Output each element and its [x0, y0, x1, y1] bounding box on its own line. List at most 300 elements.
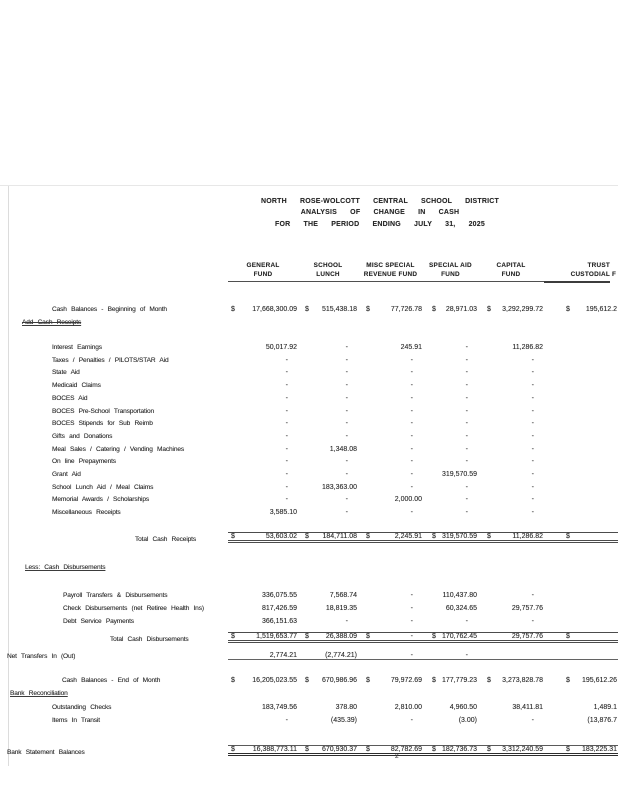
- currency-symbol: $: [366, 745, 370, 753]
- currency-symbol: $: [487, 533, 491, 540]
- amount: 184,711.08: [322, 533, 357, 540]
- cell-capital: [478, 382, 544, 389]
- cell-misc-special-revenue: [358, 632, 423, 643]
- amount: 3,273,828.78: [502, 677, 543, 685]
- empty-value-dash: -: [531, 394, 534, 402]
- amount: 7,568.74: [329, 592, 357, 600]
- cell-general-fund: [228, 446, 298, 453]
- amount: 11,286.82: [512, 533, 543, 540]
- empty-value-dash: -: [465, 496, 468, 504]
- amount: 195,612.26: [581, 677, 617, 685]
- scan-edge-line-horizontal: [0, 185, 618, 186]
- empty-value-dash: -: [285, 470, 288, 478]
- cell-capital: [478, 532, 544, 543]
- amount: 2,245.91: [394, 533, 422, 540]
- cell-general-fund: [228, 395, 298, 402]
- empty-value-dash: -: [410, 432, 413, 440]
- table-row-school-lunch-aid-meal-claims: [0, 478, 618, 491]
- cell-general-fund: [228, 408, 298, 415]
- empty-value-dash: -: [410, 407, 413, 415]
- cell-general-fund: [228, 420, 298, 427]
- cell-general-fund: [228, 704, 298, 711]
- amount: 366,151.63: [261, 617, 297, 625]
- amount: 183,749.56: [261, 703, 297, 711]
- cell-school-lunch: [298, 717, 358, 724]
- cell-school-lunch: [298, 408, 358, 415]
- empty-value-dash: -: [410, 509, 413, 516]
- amount: 319,570.59: [441, 470, 477, 478]
- currency-symbol: $: [231, 533, 235, 540]
- row-label: Bank Statement Balances: [7, 748, 85, 756]
- currency-symbol: $: [487, 677, 491, 685]
- cell-school-lunch: [298, 652, 358, 660]
- cell-school-lunch: [298, 420, 358, 427]
- cell-general-fund: [228, 717, 298, 724]
- row-label: State Aid: [52, 369, 80, 377]
- cell-trust-custodial: [544, 717, 618, 724]
- empty-value-dash: -: [410, 394, 413, 402]
- currency-symbol: $: [305, 533, 309, 540]
- cell-capital: [478, 677, 544, 684]
- amount: 29,757.76: [511, 632, 543, 640]
- amount: 2,774.21: [269, 651, 297, 659]
- cell-trust-custodial: [544, 704, 618, 711]
- row-label: BOCES Aid: [52, 394, 88, 402]
- cell-capital: [478, 618, 544, 625]
- row-label: School Lunch Aid / Meal Claims: [52, 483, 154, 491]
- amount: (13,876.7: [587, 716, 617, 724]
- cell-capital: [478, 632, 544, 643]
- cell-special-aid: [423, 446, 478, 453]
- cell-misc-special-revenue: [358, 344, 423, 351]
- amount: 77,726.78: [390, 305, 422, 313]
- empty-value-dash: -: [410, 651, 413, 659]
- cell-misc-special-revenue: [358, 605, 423, 612]
- cell-trust-custodial: [544, 659, 618, 660]
- cell-special-aid: [423, 496, 478, 503]
- row-label: Cash Balances - End of Month: [62, 677, 161, 685]
- cell-special-aid: [423, 652, 478, 660]
- cell-school-lunch: [298, 357, 358, 364]
- cell-general-fund: [228, 382, 298, 389]
- cell-school-lunch: [298, 306, 358, 313]
- cell-special-aid: [423, 745, 478, 756]
- cell-school-lunch: [298, 382, 358, 389]
- amount: 3,292,299.72: [502, 305, 543, 313]
- cell-special-aid: [423, 369, 478, 376]
- currency-symbol: $: [305, 745, 309, 753]
- cell-school-lunch: [298, 632, 358, 643]
- cell-school-lunch: [298, 745, 358, 756]
- table-row-medicaid-claims: [0, 376, 618, 389]
- cell-misc-special-revenue: [358, 484, 423, 491]
- cell-school-lunch: [298, 458, 358, 465]
- empty-value-dash: -: [410, 369, 413, 377]
- amount: 1,489.1: [593, 703, 617, 711]
- empty-value-dash: -: [531, 382, 534, 390]
- column-header-trust-custodial: [544, 262, 618, 283]
- table-row-cash-balances-beginning: [0, 300, 618, 313]
- row-label: Taxes / Penalties / PILOTS/STAR Aid: [52, 356, 169, 364]
- currency-symbol: $: [566, 305, 570, 313]
- empty-value-dash: -: [345, 382, 348, 390]
- cell-misc-special-revenue: [358, 395, 423, 402]
- currency-symbol: $: [366, 632, 370, 640]
- cell-capital: [478, 446, 544, 453]
- cell-misc-special-revenue: [358, 458, 423, 465]
- table-row-debt-service-payments: [0, 612, 618, 625]
- empty-value-dash: -: [465, 344, 468, 352]
- cell-capital: [478, 306, 544, 313]
- cell-special-aid: [423, 458, 478, 465]
- empty-value-dash: -: [410, 483, 413, 491]
- cell-capital: [478, 357, 544, 364]
- cell-special-aid: [423, 408, 478, 415]
- column-headers: [0, 262, 618, 283]
- table-row-items-in-transit: [0, 711, 618, 724]
- amount: 183,363.00: [321, 483, 357, 491]
- amount: 79,972.69: [390, 677, 422, 685]
- currency-symbol: $: [566, 533, 570, 540]
- column-header-line1: MISC SPECIAL: [366, 262, 415, 269]
- amount: 110,437.80: [442, 592, 477, 600]
- cell-general-fund: [228, 632, 298, 643]
- row-label: Items In Transit: [52, 716, 100, 724]
- table-row-grant-aid: [0, 465, 618, 478]
- column-header-underline: [358, 281, 423, 282]
- column-header-misc-special-revenue: [358, 262, 423, 283]
- amount: 319,570.59: [441, 533, 477, 540]
- empty-value-dash: -: [345, 617, 348, 625]
- amount: 28,971.03: [445, 305, 477, 313]
- empty-value-dash: -: [531, 420, 534, 428]
- cell-general-fund: [228, 496, 298, 503]
- currency-symbol: $: [566, 745, 570, 753]
- document-title-line-2: ANALYSIS OF CHANGE IN CASH: [300, 209, 460, 217]
- table-row-total-cash-receipts: [0, 527, 618, 543]
- currency-symbol: $: [305, 632, 309, 640]
- column-header-line2: FUND: [441, 270, 460, 278]
- cell-misc-special-revenue: [358, 433, 423, 440]
- cell-general-fund: [228, 618, 298, 625]
- amount: 3,585.10: [269, 509, 297, 516]
- cell-general-fund: [228, 433, 298, 440]
- cell-special-aid: [423, 532, 478, 543]
- cell-misc-special-revenue: [358, 357, 423, 364]
- cell-special-aid: [423, 306, 478, 313]
- cell-school-lunch: [298, 677, 358, 684]
- empty-value-dash: -: [410, 617, 413, 625]
- table-row-meal-sales-catering-vending: [0, 440, 618, 453]
- cell-capital: [478, 496, 544, 503]
- empty-value-dash: -: [410, 382, 413, 390]
- amount: 245.91: [400, 344, 422, 352]
- cell-general-fund: [228, 369, 298, 376]
- row-label: Gifts and Donations: [52, 432, 113, 440]
- table-row-bank-reconciliation: [0, 684, 618, 697]
- cell-special-aid: [423, 433, 478, 440]
- currency-symbol: $: [432, 745, 436, 753]
- page-number: 2: [395, 753, 399, 760]
- amount: 26,388.09: [325, 632, 357, 640]
- cell-special-aid: [423, 420, 478, 427]
- amount: 182,736.73: [441, 745, 477, 753]
- row-label: BOCES Pre-School Transportation: [52, 407, 155, 415]
- analysis-table: [0, 300, 618, 756]
- empty-value-dash: -: [345, 369, 348, 377]
- empty-value-dash: -: [465, 420, 468, 428]
- empty-value-dash: -: [285, 394, 288, 402]
- cell-misc-special-revenue: [358, 420, 423, 427]
- column-header-capital: [478, 262, 544, 283]
- table-row-miscellaneous-receipts: [0, 503, 618, 516]
- cell-capital: [478, 605, 544, 612]
- amount: (3.00): [458, 716, 477, 724]
- empty-value-dash: -: [465, 382, 468, 390]
- empty-value-dash: -: [531, 592, 534, 600]
- cell-general-fund: [228, 652, 298, 660]
- cell-misc-special-revenue: [358, 704, 423, 711]
- amount: 16,388,773.11: [252, 745, 297, 753]
- cell-school-lunch: [298, 471, 358, 478]
- currency-symbol: $: [231, 745, 235, 753]
- empty-value-dash: -: [285, 382, 288, 390]
- column-header-general-fund: [228, 262, 298, 283]
- empty-value-dash: -: [285, 496, 288, 504]
- cell-school-lunch: [298, 484, 358, 491]
- column-header-line1: SCHOOL: [313, 262, 343, 269]
- empty-value-dash: -: [465, 651, 468, 659]
- column-header-underline: [544, 281, 610, 283]
- cell-capital: [478, 433, 544, 440]
- empty-value-dash: -: [531, 445, 534, 453]
- currency-symbol: $: [432, 533, 436, 540]
- empty-value-dash: -: [465, 483, 468, 491]
- cell-special-aid: [423, 717, 478, 724]
- amount: 50,017.92: [265, 344, 297, 352]
- cell-school-lunch: [298, 618, 358, 625]
- column-header-line2: REVENUE FUND: [363, 270, 418, 278]
- empty-value-dash: -: [345, 394, 348, 402]
- empty-value-dash: -: [465, 356, 468, 364]
- column-header-school-lunch: [298, 262, 358, 283]
- amount: 195,612.2: [585, 305, 617, 313]
- currency-symbol: $: [432, 677, 436, 685]
- currency-symbol: $: [566, 632, 570, 640]
- empty-value-dash: -: [285, 407, 288, 415]
- empty-value-dash: -: [285, 445, 288, 453]
- amount: (435.39): [330, 716, 357, 724]
- currency-symbol: $: [366, 533, 370, 540]
- cell-special-aid: [423, 484, 478, 491]
- empty-value-dash: -: [465, 407, 468, 415]
- column-header-line1: CAPITAL: [496, 262, 526, 269]
- cell-general-fund: [228, 344, 298, 351]
- row-label: Meal Sales / Catering / Vending Machines: [52, 445, 185, 453]
- row-label: Total Cash Receipts: [135, 536, 196, 543]
- cell-misc-special-revenue: [358, 592, 423, 599]
- cell-capital: [478, 745, 544, 756]
- empty-value-dash: -: [410, 445, 413, 453]
- row-label: Add Cash Receipts: [22, 319, 82, 327]
- row-label: Total Cash Disbursements: [110, 635, 189, 643]
- table-row-cash-balances-end: [0, 672, 618, 685]
- empty-value-dash: -: [410, 716, 413, 724]
- empty-value-dash: -: [345, 420, 348, 428]
- amount: (2,774.21): [325, 651, 357, 659]
- cell-misc-special-revenue: [358, 306, 423, 313]
- column-header-underline: [478, 281, 544, 282]
- cell-school-lunch: [298, 532, 358, 543]
- cell-school-lunch: [298, 344, 358, 351]
- empty-value-dash: -: [531, 496, 534, 504]
- cell-general-fund: [228, 357, 298, 364]
- amount: 17,668,300.09: [252, 305, 297, 313]
- empty-value-dash: -: [531, 407, 534, 415]
- column-header-line2: FUND: [501, 270, 521, 278]
- empty-value-dash: -: [285, 432, 288, 440]
- document-title-line-1: NORTH ROSE-WOLCOTT CENTRAL SCHOOL DISTRICT: [260, 198, 500, 205]
- cell-capital: [478, 344, 544, 351]
- cell-school-lunch: [298, 605, 358, 612]
- cell-capital: [478, 369, 544, 376]
- amount: 53,603.02: [265, 533, 297, 540]
- cell-general-fund: [228, 677, 298, 684]
- column-header-line2: FUND: [253, 270, 273, 278]
- table-row-state-aid: [0, 364, 618, 377]
- cell-special-aid: [423, 395, 478, 402]
- empty-value-dash: -: [345, 356, 348, 364]
- table-row-taxes-penalties-pilots-star-aid: [0, 351, 618, 364]
- cell-general-fund: [228, 532, 298, 543]
- amount: 11,286.82: [512, 344, 543, 352]
- empty-value-dash: -: [410, 592, 413, 600]
- column-header-line1: SPECIAL AID: [429, 262, 472, 269]
- currency-symbol: $: [231, 677, 235, 685]
- column-header-underline: [298, 281, 358, 282]
- cell-special-aid: [423, 471, 478, 478]
- cell-school-lunch: [298, 704, 358, 711]
- table-row-online-prepayments: [0, 453, 618, 466]
- table-row-payroll-transfers-disbursements: [0, 587, 618, 600]
- empty-value-dash: -: [465, 445, 468, 453]
- cell-school-lunch: [298, 433, 358, 440]
- currency-symbol: $: [366, 305, 370, 313]
- row-label: Bank Reconciliation: [10, 690, 68, 698]
- empty-value-dash: -: [531, 458, 534, 466]
- empty-value-dash: -: [410, 632, 413, 640]
- empty-value-dash: -: [465, 617, 468, 625]
- cell-special-aid: [423, 677, 478, 684]
- cell-special-aid: [423, 618, 478, 625]
- cell-general-fund: [228, 605, 298, 612]
- row-label: Net Transfers In (Out): [7, 652, 76, 660]
- table-row-gifts-and-donations: [0, 427, 618, 440]
- cell-capital: [478, 592, 544, 599]
- column-header-line2: LUNCH: [316, 270, 340, 278]
- amount: 38,411.81: [512, 703, 543, 711]
- amount: 16,205,023.55: [252, 677, 297, 685]
- table-row-outstanding-checks: [0, 698, 618, 711]
- amount: 183,225.31: [581, 745, 617, 753]
- cell-capital: [478, 458, 544, 465]
- table-row-interest-earnings: [0, 338, 618, 351]
- cell-trust-custodial: [544, 532, 618, 543]
- cell-special-aid: [423, 509, 478, 516]
- table-row-add-cash-receipts: [0, 314, 618, 327]
- empty-value-dash: -: [285, 716, 288, 724]
- currency-symbol: $: [432, 305, 436, 313]
- cell-general-fund: [228, 592, 298, 599]
- row-label: Debt Service Payments: [63, 617, 134, 625]
- empty-value-dash: -: [345, 496, 348, 504]
- cell-capital: [478, 471, 544, 478]
- column-header-underline: [228, 281, 298, 282]
- cell-special-aid: [423, 344, 478, 351]
- column-header-special-aid: [423, 262, 478, 283]
- row-label: Payroll Transfers & Disbursements: [63, 592, 168, 600]
- empty-value-dash: -: [465, 394, 468, 402]
- cell-school-lunch: [298, 395, 358, 402]
- empty-value-dash: -: [345, 470, 348, 478]
- cell-capital: [478, 659, 544, 660]
- cell-trust-custodial: [544, 745, 618, 756]
- empty-value-dash: -: [410, 420, 413, 428]
- table-row-bank-statement-balances: [0, 740, 618, 756]
- cell-general-fund: [228, 471, 298, 478]
- row-label: Medicaid Claims: [52, 382, 101, 390]
- cell-special-aid: [423, 704, 478, 711]
- amount: 817,426.59: [261, 605, 297, 613]
- row-label: Memorial Awards / Scholarships: [52, 496, 149, 504]
- column-header-line2: CUSTODIAL: [570, 270, 610, 278]
- empty-value-dash: -: [410, 356, 413, 364]
- empty-value-dash: -: [410, 458, 413, 466]
- amount: 4,960.50: [449, 703, 477, 711]
- currency-symbol: $: [487, 745, 491, 753]
- amount: 670,930.37: [321, 745, 357, 753]
- clipped-column-header-fragment: F: [612, 271, 616, 278]
- cell-general-fund: [228, 306, 298, 313]
- column-header-underline: [423, 281, 478, 282]
- cell-trust-custodial: [544, 632, 618, 643]
- empty-value-dash: -: [531, 470, 534, 478]
- empty-value-dash: -: [465, 432, 468, 440]
- table-row-boces-preschool-transportation: [0, 402, 618, 415]
- empty-value-dash: -: [410, 470, 413, 478]
- cell-misc-special-revenue: [358, 745, 423, 756]
- cell-capital: [478, 408, 544, 415]
- row-label: Less: Cash Disbursements: [25, 563, 106, 571]
- cell-misc-special-revenue: [358, 446, 423, 453]
- currency-symbol: $: [305, 305, 309, 313]
- amount: 3,312,240.59: [502, 745, 543, 753]
- amount: 170,762.45: [441, 632, 477, 640]
- amount: 1,519,653.77: [256, 632, 297, 640]
- currency-symbol: $: [566, 677, 570, 685]
- empty-value-dash: -: [531, 617, 534, 625]
- cell-misc-special-revenue: [358, 408, 423, 415]
- row-label: Outstanding Checks: [52, 703, 112, 711]
- table-row-boces-aid: [0, 389, 618, 402]
- cell-trust-custodial: [544, 677, 618, 684]
- currency-symbol: $: [366, 677, 370, 685]
- empty-value-dash: -: [345, 458, 348, 466]
- column-header-line1: GENERAL: [246, 262, 280, 269]
- empty-value-dash: -: [465, 369, 468, 377]
- empty-value-dash: -: [531, 483, 534, 491]
- cell-general-fund: [228, 745, 298, 756]
